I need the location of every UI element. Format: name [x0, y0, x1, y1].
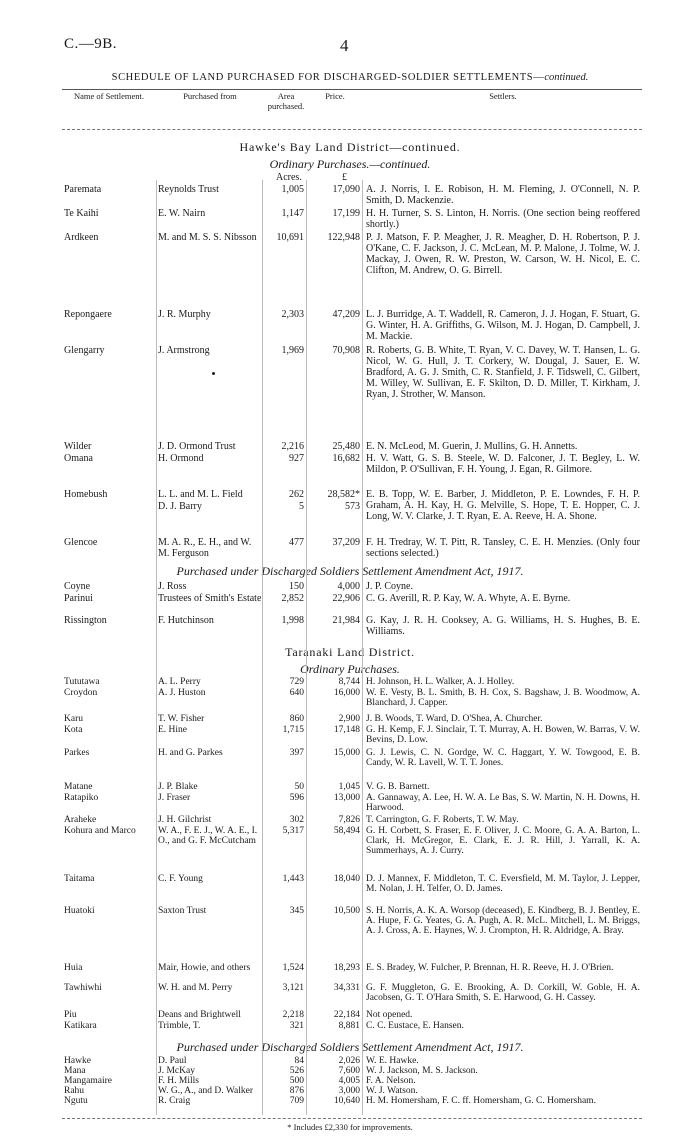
price-pounds: 8,881: [338, 1021, 360, 1031]
col-name-header: Name of Settlement.: [73, 91, 145, 101]
price-pounds: 22,184: [333, 1010, 360, 1020]
area-acres: 1,969: [281, 345, 304, 356]
price-pounds: 2,026: [338, 1056, 360, 1066]
settlers-list: H. M. Homersham, F. C. ff. Homersham, G. C. Homersham.: [366, 1096, 596, 1106]
purchased-from: Trimble, T.: [158, 1021, 201, 1031]
col-area-header: Area purchased.: [267, 91, 305, 111]
area-acres: 302: [289, 815, 304, 825]
settlers-list: W. J. Watson.: [366, 1086, 418, 1096]
settlement-name: Homebush: [64, 489, 108, 500]
purchased-from: A. J. Huston: [158, 688, 206, 698]
purchased-from: J. Ross: [158, 581, 187, 592]
area-acres: 526: [289, 1066, 304, 1076]
page-number: 4: [340, 36, 349, 55]
col-price-header: Price.: [325, 91, 345, 101]
area-acres: 2,303: [281, 309, 304, 320]
price-pounds: 70,908: [332, 345, 360, 356]
price-pounds: 4,000: [337, 581, 360, 592]
price-pounds: 47,209: [332, 309, 360, 320]
settlers-list: J. P. Coyne.: [366, 581, 413, 592]
settlement-name: Huatoki: [64, 906, 95, 916]
area-acres: 3,121: [282, 983, 304, 993]
area-acres: 5,317: [282, 826, 304, 836]
area-acres: 345: [289, 906, 304, 916]
col-from-header: Purchased from: [183, 91, 237, 101]
purchased-from: Saxton Trust: [158, 906, 207, 916]
purchased-from: W. G., A., and D. Walker: [158, 1086, 254, 1096]
column-divider: [306, 180, 307, 1115]
price-pounds: 21,984: [332, 615, 360, 626]
settlers-list: W. E. Hawke.: [366, 1056, 419, 1066]
area-acres: 876: [289, 1086, 304, 1096]
settlers-list: F. A. Nelson.: [366, 1076, 416, 1086]
price-pounds: 1,045: [338, 782, 360, 792]
header-top-rule: [62, 89, 642, 90]
price-pounds: 13,000: [333, 793, 360, 803]
settlers-list: D. J. Mannex, F. Middleton, T. C. Eversfield, M. M. Taylor, J. Lepper, M. Nolan, J. H. Telfer, O. D. James.: [366, 874, 640, 894]
settlement-name: Tawhiwhi: [64, 983, 102, 993]
settlement-name: Piu: [64, 1010, 77, 1020]
settlers-list: H. H. Turner, S. S. Linton, H. Norris. (One section being reoffered shortly.): [366, 208, 640, 230]
col-settlers-header: Settlers.: [489, 91, 517, 101]
purchased-from: T. W. Fisher: [158, 714, 205, 724]
purchased-from: Deans and Brightwell: [158, 1010, 241, 1020]
price-pounds: 16,000: [333, 688, 360, 698]
area-acres: 640: [289, 688, 304, 698]
settlement-name: Katikara: [64, 1021, 97, 1031]
purchased-from: E. W. Nairn: [158, 208, 206, 219]
settlers-list: W. E. Vesty, B. L. Smith, B. H. Cox, S. Bagshaw, J. B. Woodmow, A. Blanchard, J. Capper.: [366, 688, 640, 708]
price-pounds: 4,005: [338, 1076, 360, 1086]
settlement-name: Mana: [64, 1066, 86, 1076]
settlers-list: H. Johnson, H. L. Walker, A. J. Holley.: [366, 677, 515, 687]
settlers-list: G. H. Kemp, F. J. Sinclair, T. T. Murray, A. H. Bowen, W. Barras, V. W. Bevins, D. Low.: [366, 725, 640, 745]
area-acres: 2,218: [282, 1010, 304, 1020]
purchased-from: J. Fraser: [158, 793, 191, 803]
settlers-list: E. S. Bradey, W. Fulcher, P. Brennan, H. R. Reeve, H. J. O'Brien.: [366, 963, 614, 973]
area-acres: 1,524: [282, 963, 304, 973]
area-acres: 5: [299, 501, 304, 512]
price-pounds: 25,480: [332, 441, 360, 452]
footnote: * Includes £2,330 for improvements.: [287, 1122, 413, 1132]
page-reference: C.—9B.: [64, 36, 118, 52]
settlers-list: G. H. Corbett, S. Fraser, E. F. Oliver, J. C. Moore, G. A. A. Barton, L. Clark, H. McGregor, E. Clark, E. J. R. Hill, J. Yarrall, K. A. Summerhays, A. J. Curry.: [366, 826, 640, 856]
purchased-from: Reynolds Trust: [158, 184, 219, 195]
purchase-subheading: Ordinary Purchases.—continued.: [269, 157, 431, 171]
purchased-from: J. R. Murphy: [158, 309, 211, 320]
area-acres: 596: [289, 793, 304, 803]
price-pounds: 2,900: [338, 714, 360, 724]
amendment-subheading: Purchased under Discharged Soldiers Settlement Amendment Act, 1917.: [176, 564, 524, 578]
schedule-title: SCHEDULE OF LAND PURCHASED FOR DISCHARGED-SOLDIER SETTLEMENTS—continued.: [111, 72, 589, 83]
price-pounds: 15,000: [333, 748, 360, 758]
purchased-from: J. D. Ormond Trust: [158, 441, 236, 452]
footer-rule: [62, 1118, 642, 1119]
settlement-name: Huia: [64, 963, 83, 973]
price-pounds: 18,293: [333, 963, 360, 973]
settlers-list: S. H. Norris, A. K. A. Worsop (deceased), E. Kindberg, B. J. Bentley, E. A. Hupe, F. G. Yeates, G. A. Pugh, A. R. McL. Mitchell, L. M. Briggs, A. J. Cross, A. E. Haynes, W. J. Crompton, H. R. Aldridge, A. Bray.: [366, 906, 640, 936]
settlement-name: Hawke: [64, 1056, 91, 1066]
settlers-list: H. V. Watt, G. S. B. Steele, W. D. Falconer, J. T. Begley, L. W. Mildon, P. O'Sullivan, F. H. Young, J. Egan, R. Gilmore.: [366, 453, 640, 475]
settlement-name: Croydon: [64, 688, 98, 698]
settlement-name: Ardkeen: [64, 232, 99, 243]
purchased-from: A. L. Perry: [158, 677, 201, 687]
district-heading: Taranaki Land District.: [285, 645, 415, 659]
area-acres: 709: [289, 1096, 304, 1106]
settlement-name: Matane: [64, 782, 93, 792]
purchased-from: M. and M. S. S. Nibsson: [158, 232, 257, 243]
settlement-name: Ratapiko: [64, 793, 99, 803]
purchased-from: F. H. Mills: [158, 1076, 199, 1086]
price-pounds: 58,494: [333, 826, 360, 836]
settlement-name: Taitama: [64, 874, 95, 884]
area-acres: 1,005: [281, 184, 304, 195]
purchased-from: H. and G. Parkes: [158, 748, 223, 758]
purchased-from: F. Hutchinson: [158, 615, 214, 626]
acres-unit-label: Acres.: [276, 172, 302, 183]
district-heading: Hawke's Bay Land District—continued.: [239, 140, 461, 154]
settlers-list: G. J. Lewis, C. N. Gordge, W. C. Haggart, Y. W. Towgood, E. B. Candy, W. R. Lavell, W. T. T. Jones.: [366, 748, 640, 768]
price-pounds: 37,209: [332, 537, 360, 548]
settlement-name: Omana: [64, 453, 93, 464]
area-acres: 321: [289, 1021, 304, 1031]
settlement-name: Mangamaire: [64, 1076, 113, 1086]
settlement-name: Parkes: [64, 748, 90, 758]
purchased-from: J. Armstrong: [158, 345, 210, 356]
settlers-list: F. H. Tredray, W. T. Pitt, R. Tansley, C. E. H. Menzies. (Only four sections selected.): [366, 537, 640, 559]
purchase-subheading: Ordinary Purchases.: [300, 662, 400, 676]
price-pounds: 10,500: [333, 906, 360, 916]
settlers-list: R. Roberts, G. B. White, T. Ryan, V. C. Davey, W. T. Hansen, L. G. Nicol, W. G. Hull, J. T. Corkery, W. Dougal, J. Sauer, E. W. Bradford, A. G. J. Smith, C. R. Stanfield, J. F. Tidswell, C. Gilbert, M. Willey, W. Sullivan, E. F. Skilton, D. D. Miller, T. Kirkham, J. Ryan, J. Strother, W. Manson.: [366, 345, 640, 400]
settlers-list: P. J. Matson, F. P. Meagher, J. R. Meagher, D. H. Robertson, P. J. O'Kane, C. F. Jackson, J. C. McLean, M. P. Malone, J. Tolme, W. J. Mackay, J. Owen, R. W. Preston, W. Carson, W. H. Nicol, E. C. Clifton, M. Andrew, O. G. Birrell.: [366, 232, 640, 276]
price-pounds: 22,906: [332, 593, 360, 604]
price-pounds: 18,040: [333, 874, 360, 884]
purchased-from: H. Ormond: [158, 453, 204, 464]
settlers-list: W. J. Jackson, M. S. Jackson.: [366, 1066, 478, 1076]
settlement-name: Parinui: [64, 593, 93, 604]
settlers-list: V. G. B. Barnett.: [366, 782, 430, 792]
settlers-list: C. C. Eustace, E. Hansen.: [366, 1021, 464, 1031]
area-acres: 500: [289, 1076, 304, 1086]
settlement-name: Wilder: [64, 441, 92, 452]
settlers-list: A. Gannaway, A. Lee, H. W. A. Le Bas, S. W. Martin, N. H. Downs, H. Harwood.: [366, 793, 640, 813]
settlers-list: L. J. Burridge, A. T. Waddell, R. Cameron, J. J. Hogan, F. Stuart, G. G. Winter, H. A. Griffiths, G. Wilson, M. J. Hogan, D. Campbell, J. M. Mackie.: [366, 309, 640, 342]
area-acres: 1,147: [281, 208, 304, 219]
price-pounds: 17,199: [332, 208, 360, 219]
area-acres: 860: [289, 714, 304, 724]
area-acres: 397: [289, 748, 304, 758]
settlers-list: J. B. Woods, T. Ward, D. O'Shea, A. Churcher.: [366, 714, 543, 724]
settlement-name: Rahu: [64, 1086, 85, 1096]
column-divider: [262, 180, 263, 1115]
purchased-from: W. A., F. E. J., W. A. E., I. O., and G. F. McCutcham: [158, 826, 258, 846]
settlers-list: T. Carrington, G. F. Roberts, T. W. May.: [366, 815, 519, 825]
settlement-name: Coyne: [64, 581, 91, 592]
column-divider: [362, 180, 363, 1115]
area-acres: 477: [289, 537, 304, 548]
amendment-subheading: Purchased under Discharged Soldiers Settlement Amendment Act, 1917.: [176, 1040, 524, 1054]
price-pounds: 17,090: [332, 184, 360, 195]
purchased-from: M. A. R., E. H., and W. M. Ferguson: [158, 537, 252, 559]
price-pounds: 3,000: [338, 1086, 360, 1096]
area-acres: 150: [289, 581, 304, 592]
area-acres: 50: [294, 782, 304, 792]
price-pounds: 17,148: [333, 725, 360, 735]
purchased-from: Trustees of Smith's Estate: [158, 593, 262, 604]
area-acres: 1,998: [281, 615, 304, 626]
price-pounds: 122,948: [327, 232, 360, 243]
purchased-from: W. H. and M. Perry: [158, 983, 233, 993]
area-acres: 262: [289, 489, 304, 500]
settlement-name: Glengarry: [64, 345, 105, 356]
purchased-from: L. L. and M. L. Field: [158, 489, 243, 500]
pounds-unit-label: £: [342, 172, 347, 183]
column-divider: [156, 180, 157, 1115]
price-pounds: 34,331: [333, 983, 360, 993]
purchased-from: C. F. Young: [158, 874, 203, 884]
purchased-from: J. McKay: [158, 1066, 195, 1076]
settlers-list: G. Kay, J. R. H. Cooksey, A. G. Williams, H. S. Hughes, B. E. Williams.: [366, 615, 640, 637]
settlers-list: C. G. Averill, R. P. Kay, W. A. Whyte, A. E. Byrne.: [366, 593, 571, 604]
area-acres: 1,715: [282, 725, 304, 735]
settlement-name: Rissington: [64, 615, 107, 626]
settlement-name: Paremata: [64, 184, 102, 195]
area-acres: 927: [289, 453, 304, 464]
price-pounds: 28,582*: [327, 489, 360, 500]
purchased-from: E. Hine: [158, 725, 188, 735]
purchased-from: J. P. Blake: [158, 782, 198, 792]
settlers-list: G. F. Muggleton, G. E. Brooking, A. D. Corkill, W. Goble, H. A. Jacobsen, G. T. O'Hara Smith, S. E. Harwood, G. H. Cassey.: [366, 983, 640, 1003]
settlers-list: E. B. Topp, W. E. Barber, J. Middleton, P. E. Lowndes, F. H. P. Graham, A. H. Kay, H. G. Melville, S. Hope, T. E. Hopper, C. J. Long, W. V. Clarke, J. T. Ryan, E. A. Reeve, H. A. Shone.: [366, 489, 640, 522]
settlement-name: Ngutu: [64, 1096, 88, 1106]
settlement-name: Te Kaihi: [64, 208, 99, 219]
settlement-name: Araheke: [64, 815, 97, 825]
purchased-from: D. Paul: [158, 1056, 187, 1066]
settlers-list: E. N. McLeod, M. Guerin, J. Mullins, G. H. Annetts.: [366, 441, 578, 452]
purchased-from: R. Craig: [158, 1096, 191, 1106]
area-acres: 2,216: [281, 441, 304, 452]
purchased-from: Mair, Howie, and others: [158, 963, 251, 973]
area-acres: 1,443: [282, 874, 304, 884]
header-bottom-rule: [62, 129, 642, 130]
purchased-from: D. J. Barry: [158, 501, 202, 512]
settlement-name: Kota: [64, 725, 83, 735]
area-acres: 10,691: [276, 232, 304, 243]
settlement-name: Karu: [64, 714, 83, 724]
price-pounds: 573: [345, 501, 360, 512]
price-pounds: 7,600: [338, 1066, 360, 1076]
price-pounds: 8,744: [338, 677, 360, 687]
settlement-name: Tututawa: [64, 677, 100, 687]
area-acres: 729: [289, 677, 304, 687]
price-pounds: 16,682: [332, 453, 360, 464]
settlers-list: A. J. Norris, I. E. Robison, H. M. Fleming, J. O'Connell, N. P. Smith, D. Mackenzie.: [366, 184, 640, 206]
settlers-list: Not opened.: [366, 1010, 413, 1020]
ink-speck: [212, 372, 215, 375]
price-pounds: 7,826: [338, 815, 360, 825]
settlement-name: Kohura and Marco: [64, 826, 136, 836]
purchased-from: J. H. Gilchrist: [158, 815, 212, 825]
price-pounds: 10,640: [333, 1096, 360, 1106]
area-acres: 84: [294, 1056, 304, 1066]
settlement-name: Glencoe: [64, 537, 98, 548]
settlement-name: Repongaere: [64, 309, 112, 320]
area-acres: 2,852: [281, 593, 304, 604]
